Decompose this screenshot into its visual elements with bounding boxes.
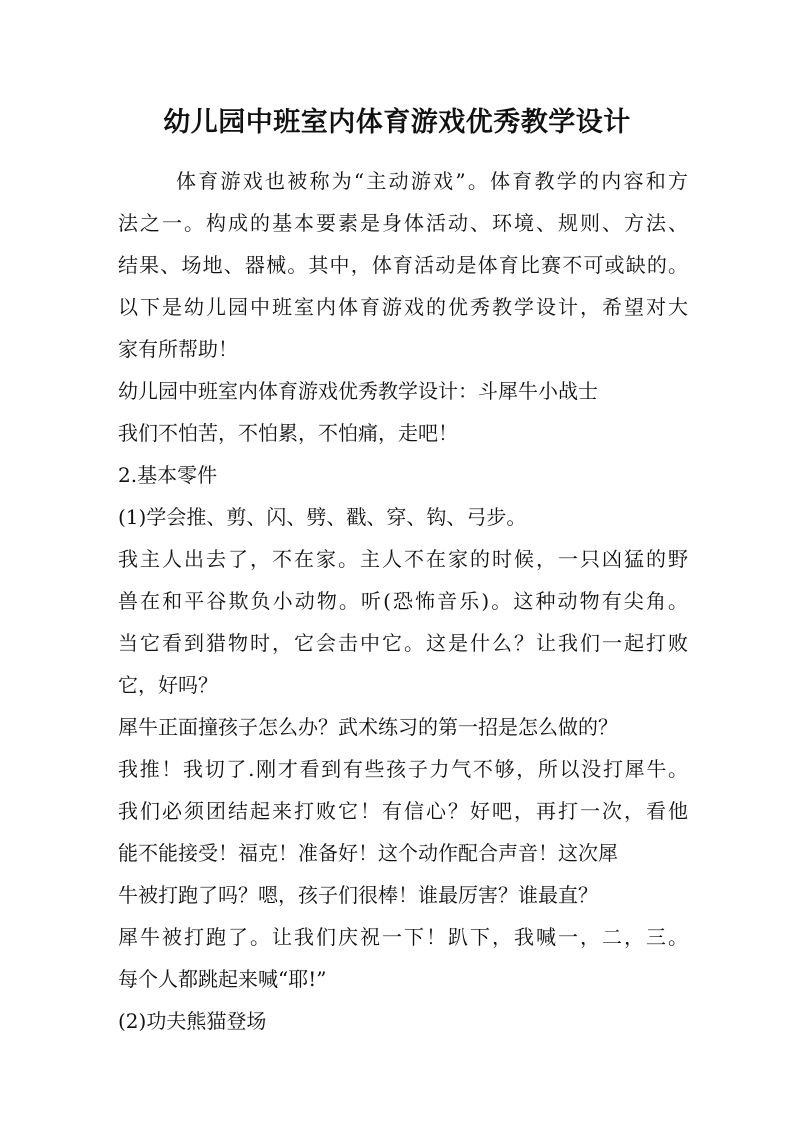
body-line: 幼儿园中班室内体育游戏优秀教学设计：斗犀牛小战士 <box>118 379 598 403</box>
body-line: 我推！我切了.刚才看到有些孩子力气不够，所以没打犀牛。 <box>118 757 688 781</box>
body-line: 以下是幼儿园中班室内体育游戏的优秀教学设计，希望对大 <box>118 295 688 319</box>
body-line: 它，好吗？ <box>118 673 218 697</box>
body-line: (1)学会推、剪、闪、劈、戳、穿、钩、弓步。 <box>118 505 527 529</box>
body-line: 犀牛正面撞孩子怎么办？武术练习的第一招是怎么做的？ <box>118 715 618 739</box>
body-line: 每个人都跳起来喊“耶!” <box>118 967 327 991</box>
body-line: 我主人出去了，不在家。主人不在家的时候，一只凶猛的野 <box>118 547 688 571</box>
body-line: 体育游戏也被称为“主动游戏”。体育教学的内容和方 <box>176 169 688 193</box>
body-line: 家有所帮助！ <box>118 337 238 361</box>
body-line: 牛被打跑了吗？嗯，孩子们很棒！谁最厉害？谁最直？ <box>118 883 598 907</box>
body-line: 我们必须团结起来打败它！有信心？好吧，再打一次，看他 <box>118 799 688 823</box>
document-body <box>118 160 688 1042</box>
body-line: (2)功夫熊猫登场 <box>118 1009 267 1033</box>
body-line: 我们不怕苦，不怕累，不怕痛，走吧！ <box>118 421 458 445</box>
body-line: 当它看到猎物时，它会击中它。这是什么？让我们一起打败 <box>118 631 688 655</box>
body-line: 2.基本零件 <box>118 463 218 487</box>
document-title: 幼儿园中班室内体育游戏优秀教学设计 <box>163 107 631 138</box>
body-line: 兽在和平谷欺负小动物。听(恐怖音乐)。这种动物有尖角。 <box>118 589 688 613</box>
body-line: 能不能接受！福克！准备好！这个动作配合声音！这次犀 <box>118 841 618 865</box>
body-line: 犀牛被打跑了。让我们庆祝一下！趴下，我喊一，二，三。 <box>118 925 688 949</box>
body-line: 法之一。构成的基本要素是身体活动、环境、规则、方法、 <box>118 211 688 235</box>
body-line: 结果、场地、器械。其中，体育活动是体育比赛不可或缺的。 <box>118 253 688 277</box>
